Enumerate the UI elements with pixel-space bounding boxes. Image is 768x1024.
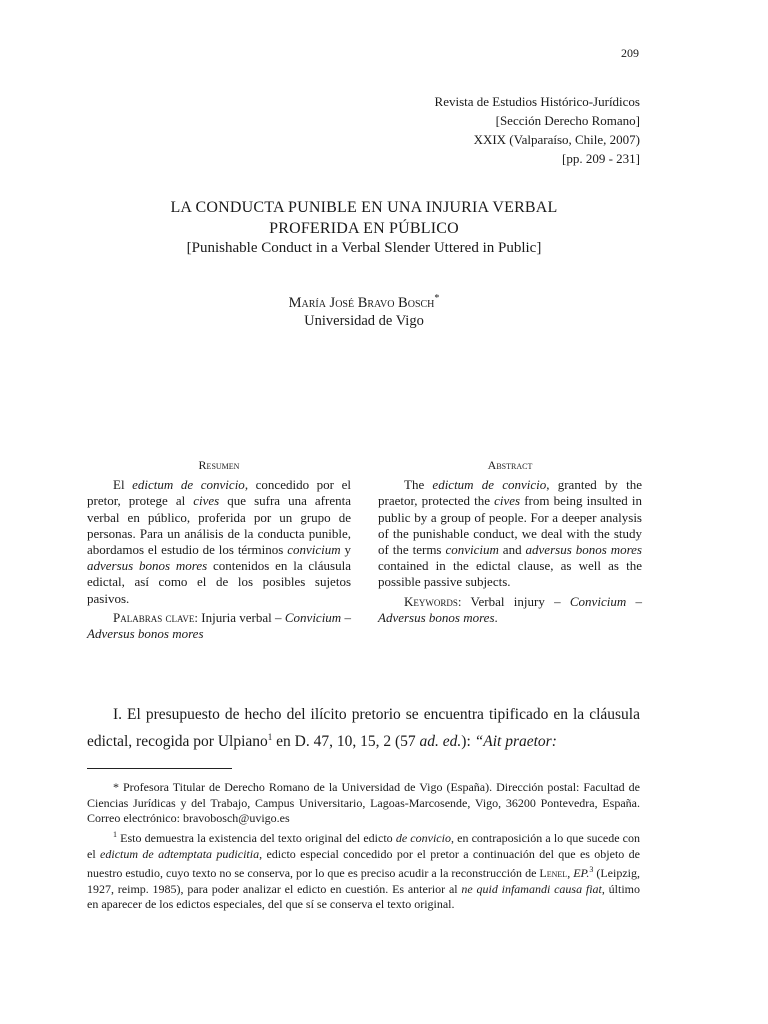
resumen-section xyxy=(87,457,351,642)
resumen-keywords: Palabras clave: Injuria verbal – Convicium – Adversus bonos mores xyxy=(87,609,352,642)
title-line-1: LA CONDUCTA PUNIBLE EN UNA INJURIA VERBAL xyxy=(170,199,558,216)
english-title: [Punishable Conduct in a Verbal Slender Uttered in Public] xyxy=(186,240,542,256)
journal-section: [Sección Derecho Romano] xyxy=(495,113,640,128)
footnote-divider xyxy=(87,768,232,769)
article-title xyxy=(0,197,728,239)
journal-pages: [pp. 209 - 231] xyxy=(562,151,640,166)
abstract-section xyxy=(378,457,642,626)
author-name-text: María José Bravo Bosch xyxy=(288,294,435,311)
title-line-2: PROFERIDA EN PÚBLICO xyxy=(269,220,459,237)
journal-volume: XXIX (Valparaíso, Chile, 2007) xyxy=(473,132,640,147)
abstract-heading: Abstract xyxy=(487,458,533,472)
journal-name: Revista de Estudios Histórico-Jurídicos xyxy=(434,94,640,109)
abstract-text: The edictum de convicio, granted by the praetor, protected the cives from being insulted in public by a group of people. For a deeper analysis of the punishable conduct, we deal with the study of the terms convicium and adversus bonos mores contained in the edictal clause, as well as the possible passive subjects. xyxy=(378,477,642,590)
author-affiliation: Universidad de Vigo xyxy=(304,313,424,329)
journal-header xyxy=(320,92,640,168)
resumen-text: El edictum de convicio, concedido por el pretor, protege al cives que sufra una afrenta verbal en público, proferida por un grupo de personas. Para un análisis de la conducta punible, abordamos el estudio de los términos convicium y adversus bonos mores contenidos en la cláusula edictal, así como el de los posibles sujetos pasivos. xyxy=(87,477,351,606)
page-number: 209 xyxy=(621,46,639,60)
abstract-keywords: Keywords: Verbal injury – Convicium – Adversus bonos mores. xyxy=(378,593,643,625)
resumen-heading: Resumen xyxy=(198,458,240,472)
author-footnote-marker: * xyxy=(434,293,440,304)
footnote-1: $^1$ Esto demuestra la existencia del texto original del edicto de convicio, en contraposición a lo que sucede con el edictum de adtemptata pudicitia, edicto especial concedido por el pretor a continuación del que es objeto de nuestro estudio, cuyo texto no se conserva, por lo que es preciso acudir a la reconstrucción de Lenel, EP.$^3$ (Leipzig, 1927, reimp. 1985), para poder analizar el edicto en cuestión. Es anterior al ne quid infamandi causa fiat, último en aparecer de los edictos especiales, del que sí se conserva el texto original. xyxy=(87,830,641,912)
footnote-ref-1: 1 xyxy=(267,732,273,742)
body-paragraph: I. El presupuesto de hecho del ilícito pretorio se encuentra tipificado en la cláusula edictal, recogida por Ulpiano$^1$ en D. 47, 10, 15, 2 (57 ad. ed.): “Ait praetor: xyxy=(87,706,640,751)
author-name xyxy=(0,293,728,312)
footnote-author: * Profesora Titular de Derecho Romano de la Universidad de Vigo (España). Dirección postal: Facultad de Ciencias Jurídicas y del Trabajo, Campus Universitario, Lagoas-Marcosende, Vigo, 36200 Pontevedra, España. Correo electrónico: bravobosch@uvigo.es xyxy=(87,780,640,826)
